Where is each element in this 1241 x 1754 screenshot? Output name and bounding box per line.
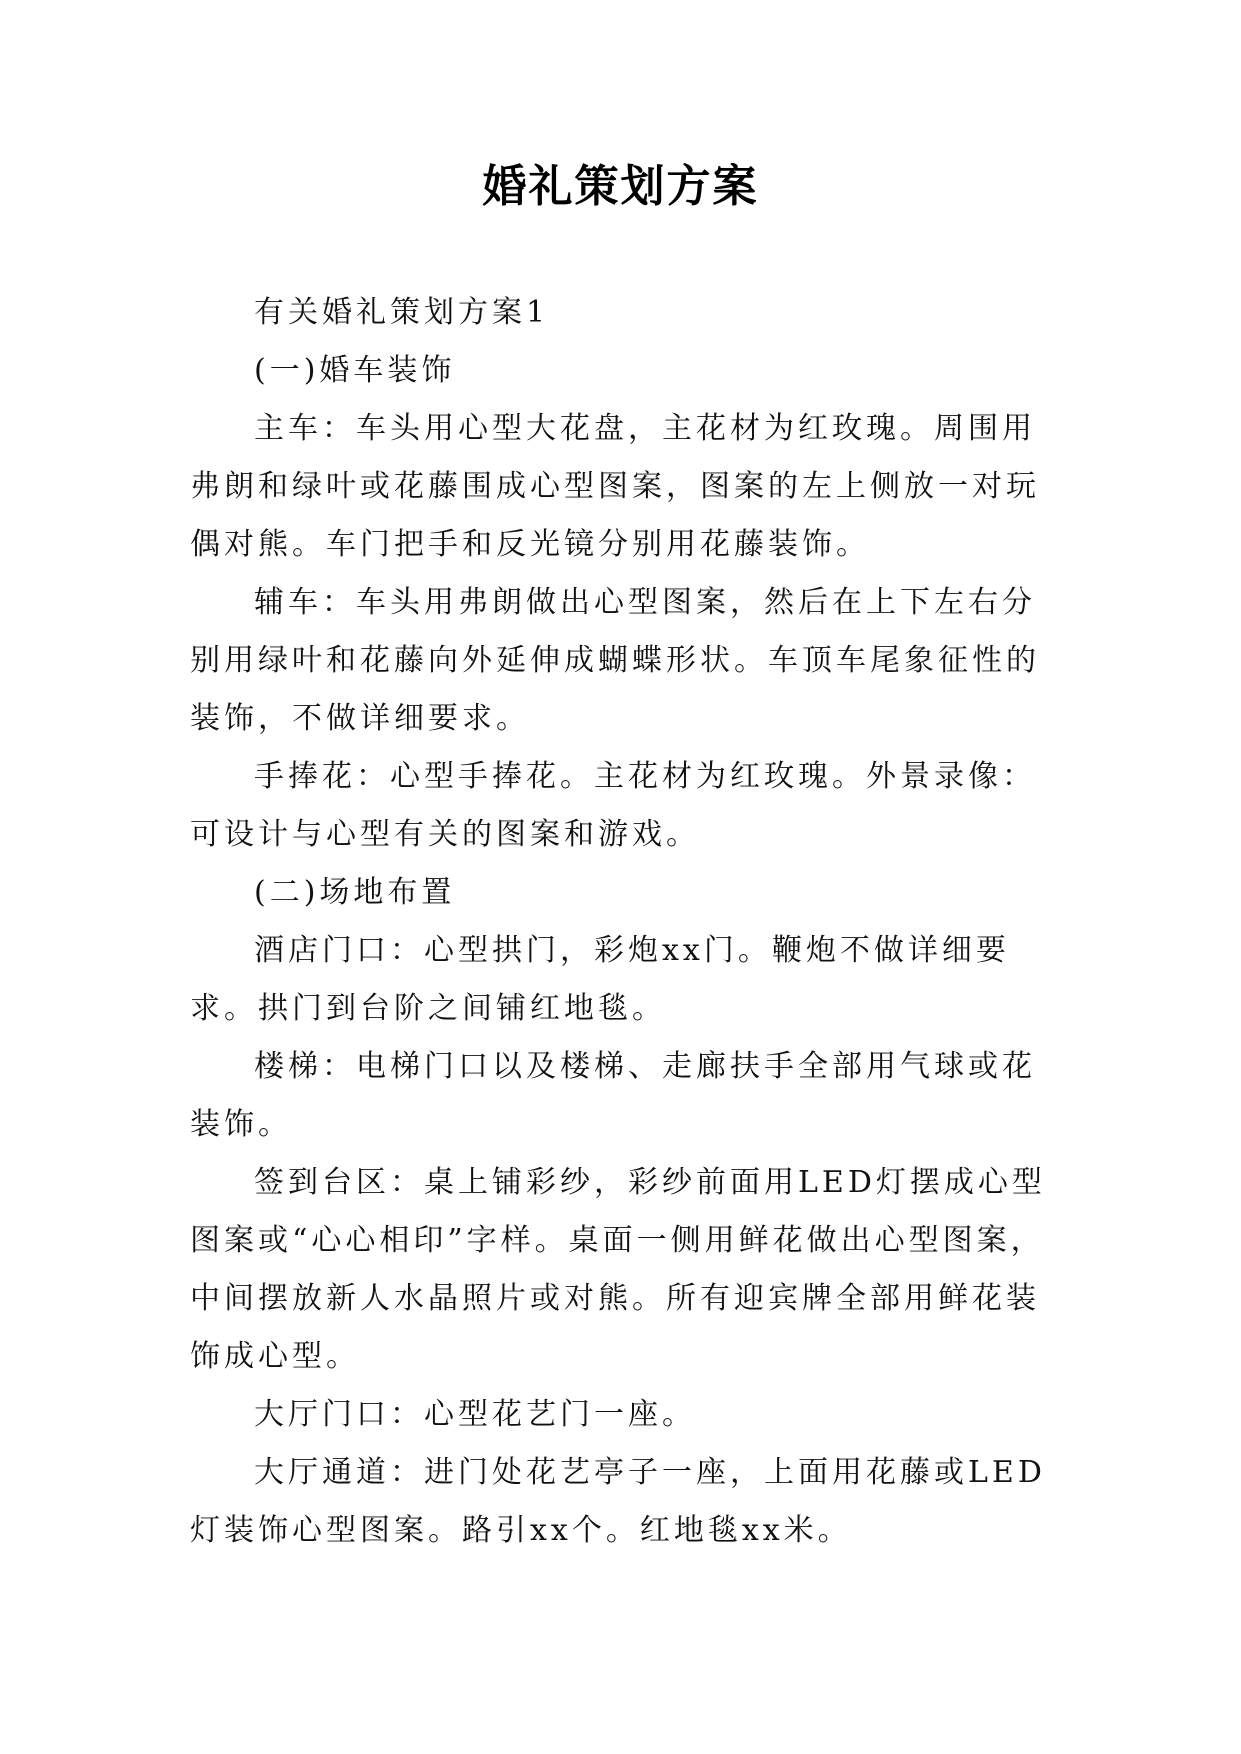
paragraph-stairs: 楼梯：电梯门口以及楼梯、走廊扶手全部用气球或花装饰。 [190,1049,1036,1142]
paragraph-hotel-entrance: 酒店门口：心型拱门，彩炮xx门。鞭炮不做详细要求。拱门到台阶之间铺红地毯。 [190,933,1010,1026]
paragraph-hall-aisle: 大厅通道：进门处花艺亭子一座，上面用花藤或LED灯装饰心型图案。路引xx个。红地毯xx米。 [190,1455,1046,1548]
document-body [190,284,1060,1560]
paragraph-bouquet: 手捧花：心型手捧花。主花材为红玫瑰。外景录像：可设计与心型有关的图案和游戏。 [190,759,1036,852]
section-heading-car-decoration: (一)婚车装饰 [254,353,456,388]
paragraph-heading: 有关婚礼策划方案1 [254,295,550,330]
paragraph-signin-area: 签到台区：桌上铺彩纱，彩纱前面用LED灯摆成心型图案或“心心相印”字样。桌面一侧用鲜花做出心型图案，中间摆放新人水晶照片或对熊。所有迎宾牌全部用鲜花装饰成心型。 [190,1165,1046,1374]
paragraph-support-car: 辅车：车头用弗朗做出心型图案，然后在上下左右分别用绿叶和花藤向外延伸成蝴蝶形状。车顶车尾象征性的装饰，不做详细要求。 [190,585,1040,736]
paragraph-main-car: 主车：车头用心型大花盘，主花材为红玫瑰。周围用弗朗和绿叶或花藤围成心型图案，图案的左上侧放一对玩偶对熊。车门把手和反光镜分别用花藤装饰。 [190,411,1040,562]
section-heading-venue: (二)场地布置 [254,875,456,910]
paragraph-hall-entrance: 大厅门口：心型花艺门一座。 [254,1397,696,1432]
document-title: 婚礼策划方案 [482,161,759,212]
